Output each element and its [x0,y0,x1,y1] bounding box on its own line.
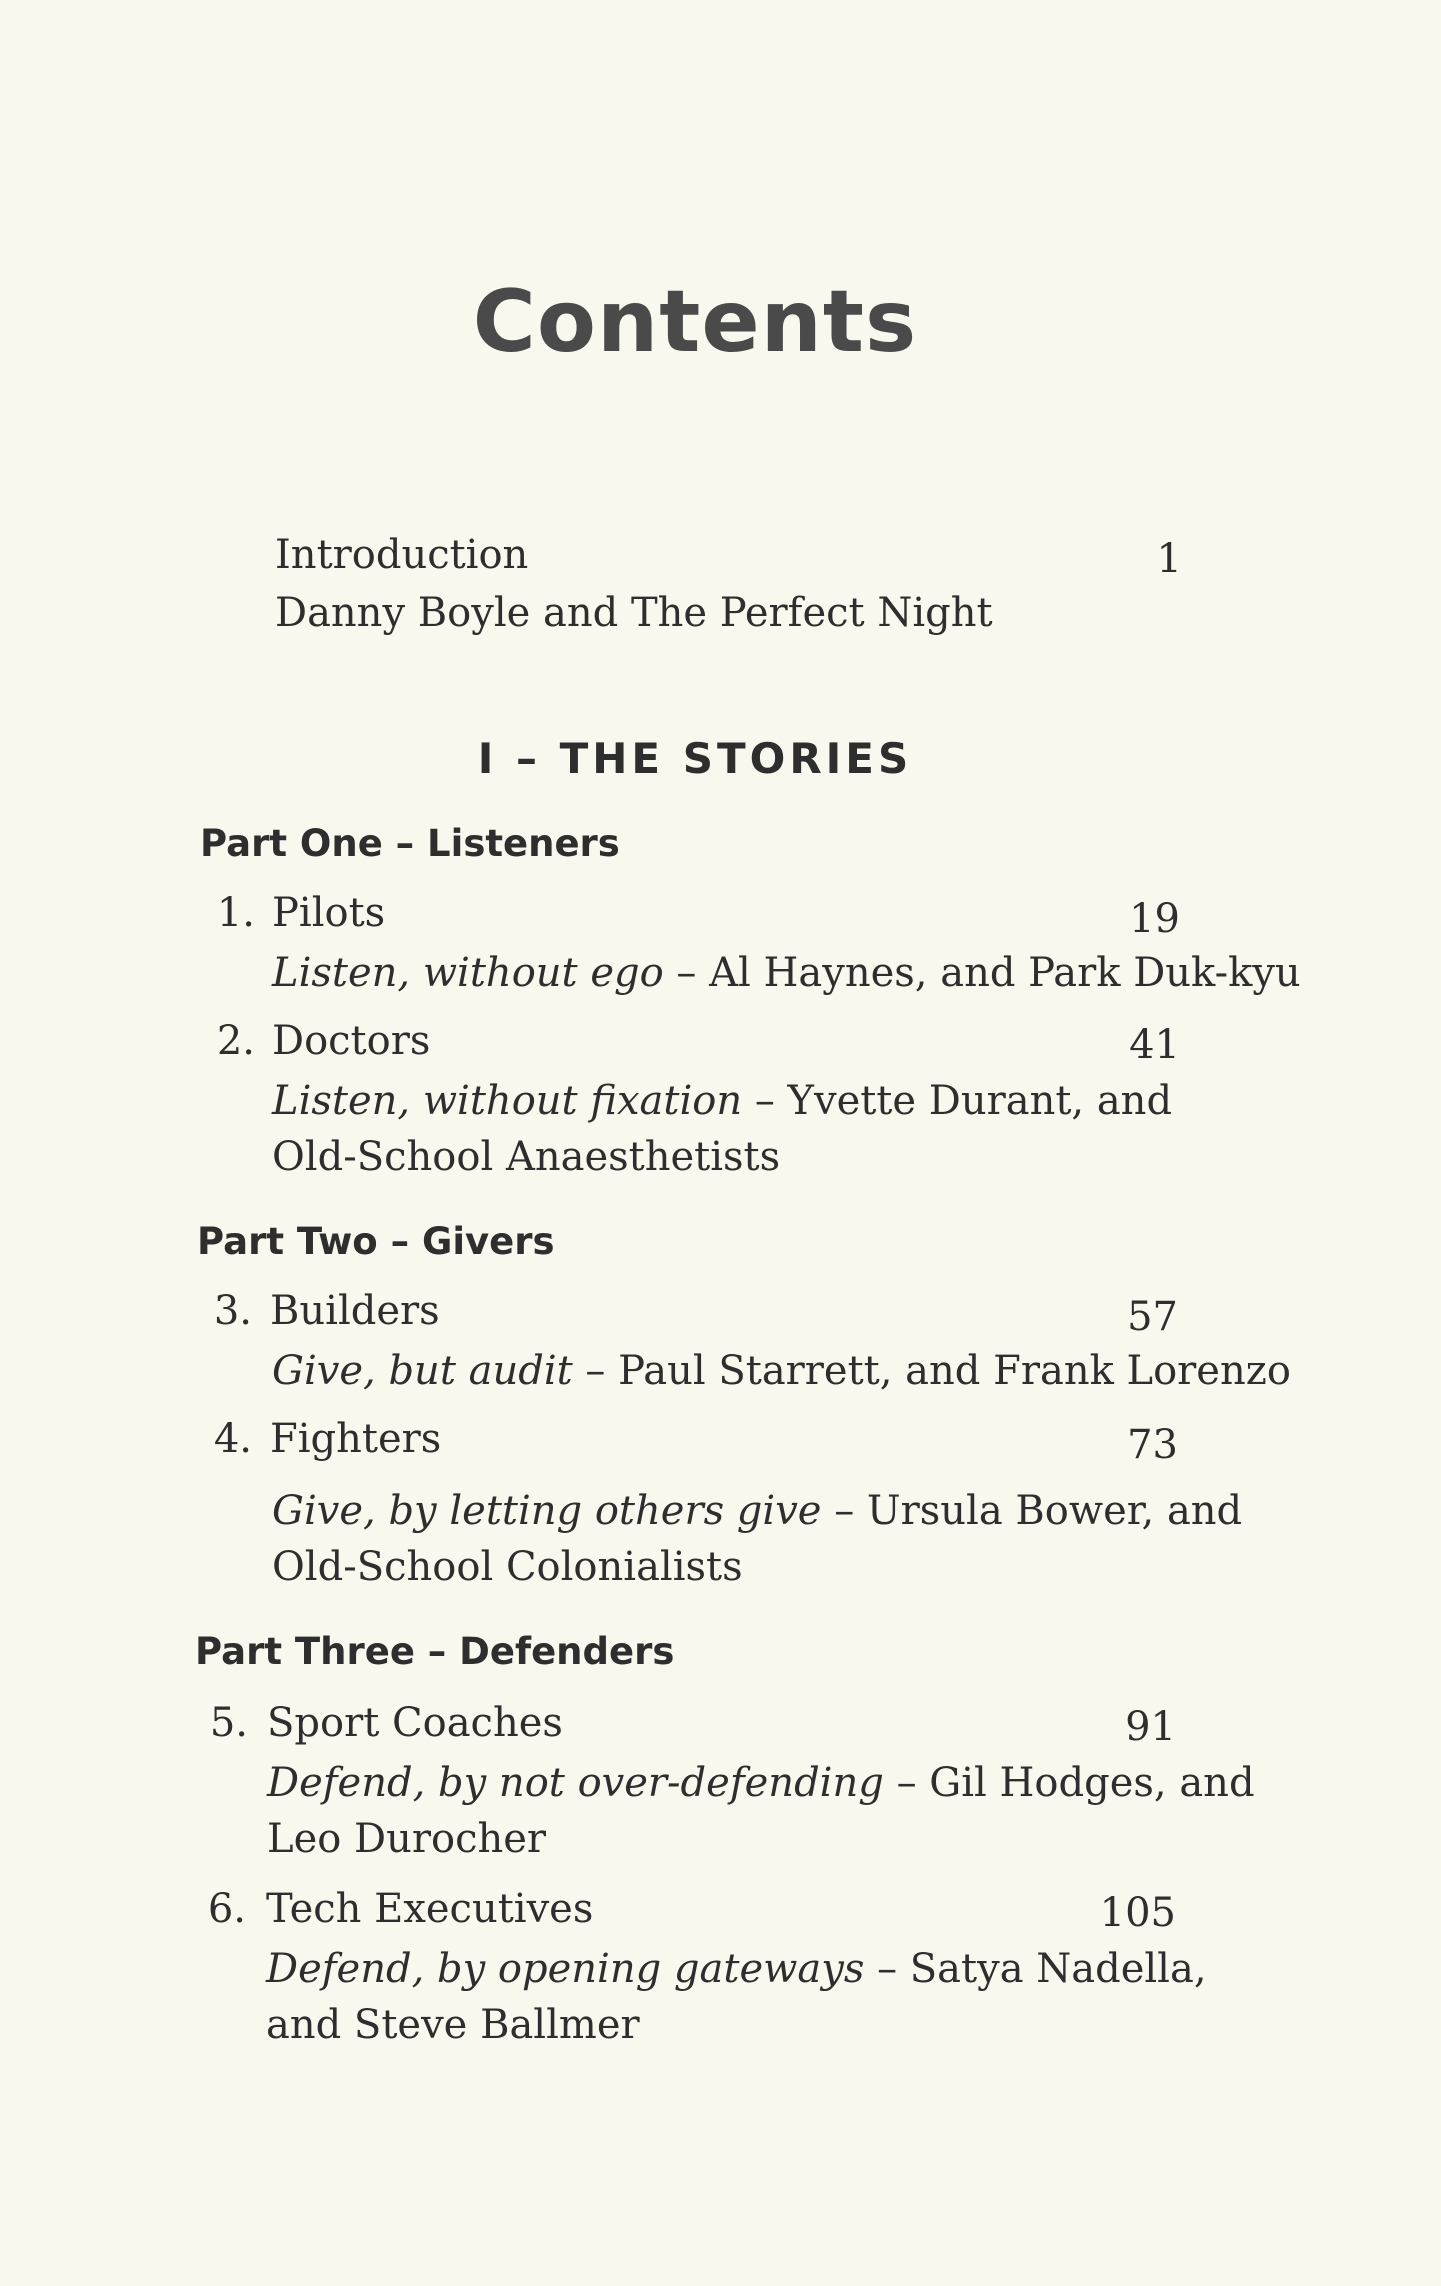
chapter-description [272,950,1301,996]
chapter-number: 6. [207,1886,246,1932]
introduction-subtitle: Danny Boyle and The Perfect Night [275,590,993,636]
chapter-number: 2. [216,1018,255,1064]
chapter-lesson: Give, but audit [272,1348,573,1394]
section-heading: I – THE STORIES [477,734,913,783]
chapter-description-continued: and Steve Ballmer [266,2002,640,2048]
chapter-description [272,1348,1291,1394]
chapter-people: – Paul Starrett, and Frank Lorenzo [585,1348,1291,1394]
chapter-number: 4. [213,1416,252,1462]
chapter-title: Tech Executives [266,1886,594,1932]
introduction-label: Introduction [275,532,529,578]
chapter-description-continued: Leo Durocher [267,1816,547,1862]
introduction-page: 1 [1156,536,1182,582]
chapter-number: 1. [216,890,255,936]
chapter-lesson: Listen, without fixation [272,1078,743,1124]
part-heading: Part Three – Defenders [195,1630,675,1673]
chapter-description [267,1760,1255,1806]
chapter-lesson: Give, by letting others give [272,1488,822,1534]
chapter-page: 105 [1099,1890,1176,1936]
chapter-lesson: Defend, by opening gateways [266,1946,865,1992]
chapter-number: 5. [209,1700,248,1746]
chapter-description [272,1078,1172,1124]
chapter-description [266,1946,1207,1992]
chapter-description [272,1488,1242,1534]
chapter-lesson: Defend, by not over-defending [267,1760,884,1806]
chapter-title: Fighters [270,1416,442,1462]
chapter-page: 41 [1129,1022,1180,1068]
chapter-title: Pilots [272,890,386,936]
chapter-page: 73 [1127,1422,1178,1468]
chapter-description-continued: Old-School Anaesthetists [272,1134,781,1180]
chapter-people: – Al Haynes, and Park Duk-kyu [676,950,1301,996]
chapter-people: – Satya Nadella, [877,1946,1207,1992]
chapter-number: 3. [213,1288,252,1334]
chapter-title: Doctors [272,1018,431,1064]
part-heading: Part Two – Givers [197,1220,555,1263]
part-heading: Part One – Listeners [200,822,620,865]
chapter-page: 19 [1129,896,1180,942]
page-title: Contents [472,272,918,372]
chapter-description-continued: Old-School Colonialists [272,1544,743,1590]
chapter-people: – Ursula Bower, and [834,1488,1243,1534]
chapter-page: 91 [1125,1704,1176,1750]
chapter-lesson: Listen, without ego [272,950,664,996]
chapter-people: – Gil Hodges, and [896,1760,1255,1806]
chapter-title: Sport Coaches [267,1700,563,1746]
chapter-page: 57 [1127,1294,1178,1340]
chapter-people: – Yvette Durant, and [754,1078,1173,1124]
chapter-title: Builders [270,1288,440,1334]
